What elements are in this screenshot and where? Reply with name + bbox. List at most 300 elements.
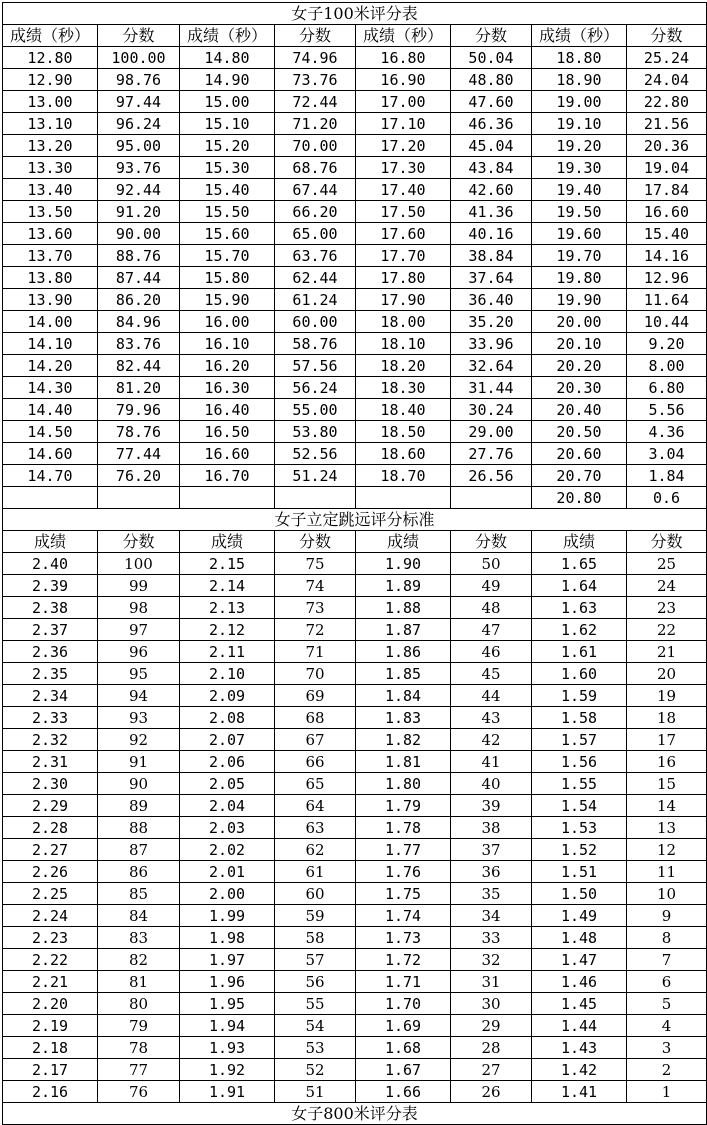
result-cell: 17.50 — [356, 201, 451, 223]
score-cell: 77.44 — [98, 443, 180, 465]
score-cell: 93.76 — [98, 157, 180, 179]
score-cell: 57.56 — [275, 355, 356, 377]
score-cell: 73 — [275, 597, 356, 619]
score-cell: 3.04 — [627, 443, 707, 465]
result-cell: 20.40 — [532, 399, 627, 421]
result-cell: 19.80 — [532, 267, 627, 289]
table-row — [3, 201, 707, 223]
result-cell: 1.91 — [180, 1081, 275, 1103]
result-cell: 17.60 — [356, 223, 451, 245]
result-cell: 18.30 — [356, 377, 451, 399]
column-header: 成绩 — [356, 531, 451, 553]
score-cell: 19.04 — [627, 157, 707, 179]
result-cell: 20.20 — [532, 355, 627, 377]
score-cell: 19 — [627, 685, 707, 707]
result-cell: 2.00 — [180, 883, 275, 905]
result-cell: 2.11 — [180, 641, 275, 663]
score-cell: 40 — [451, 773, 532, 795]
result-cell: 1.44 — [532, 1015, 627, 1037]
score-cell: 91 — [98, 751, 180, 773]
score-cell: 1 — [627, 1081, 707, 1103]
result-cell — [180, 487, 275, 509]
score-cell: 33 — [451, 927, 532, 949]
score-cell: 88 — [98, 817, 180, 839]
result-cell: 13.40 — [3, 179, 98, 201]
score-table — [2, 2, 707, 1125]
score-cell: 96 — [98, 641, 180, 663]
result-cell: 1.71 — [356, 971, 451, 993]
result-cell: 1.93 — [180, 1037, 275, 1059]
table-row — [3, 421, 707, 443]
result-cell: 18.00 — [356, 311, 451, 333]
result-cell: 13.80 — [3, 267, 98, 289]
result-cell: 1.53 — [532, 817, 627, 839]
score-cell: 30.24 — [451, 399, 532, 421]
score-cell: 25 — [627, 553, 707, 575]
score-cell: 98.76 — [98, 69, 180, 91]
result-cell — [3, 487, 98, 509]
table-row — [3, 267, 707, 289]
result-cell: 14.80 — [180, 47, 275, 69]
result-cell: 1.89 — [356, 575, 451, 597]
score-cell: 47 — [451, 619, 532, 641]
score-cell: 9 — [627, 905, 707, 927]
score-cell: 91.20 — [98, 201, 180, 223]
result-cell: 2.10 — [180, 663, 275, 685]
result-cell: 1.92 — [180, 1059, 275, 1081]
result-cell: 16.70 — [180, 465, 275, 487]
result-cell: 13.00 — [3, 91, 98, 113]
table-row — [3, 663, 707, 685]
score-cell: 65.00 — [275, 223, 356, 245]
table-row — [3, 1059, 707, 1081]
table-row — [3, 355, 707, 377]
result-cell: 2.19 — [3, 1015, 98, 1037]
result-cell: 1.42 — [532, 1059, 627, 1081]
table-row — [3, 905, 707, 927]
result-cell: 1.86 — [356, 641, 451, 663]
result-cell: 13.70 — [3, 245, 98, 267]
score-cell: 71.20 — [275, 113, 356, 135]
result-cell: 20.60 — [532, 443, 627, 465]
table-row — [3, 575, 707, 597]
score-cell: 69 — [275, 685, 356, 707]
table-row — [3, 91, 707, 113]
result-cell: 1.62 — [532, 619, 627, 641]
column-header: 分数 — [627, 531, 707, 553]
column-header: 成绩 — [532, 531, 627, 553]
column-header: 分数 — [98, 531, 180, 553]
score-cell: 60.00 — [275, 311, 356, 333]
score-cell: 48 — [451, 597, 532, 619]
score-cell: 73.76 — [275, 69, 356, 91]
score-cell: 44 — [451, 685, 532, 707]
result-cell: 19.00 — [532, 91, 627, 113]
score-cell: 75 — [275, 553, 356, 575]
result-cell: 1.98 — [180, 927, 275, 949]
score-cell: 66 — [275, 751, 356, 773]
result-cell: 17.80 — [356, 267, 451, 289]
score-cell: 72 — [275, 619, 356, 641]
result-cell: 2.20 — [3, 993, 98, 1015]
table-row — [3, 135, 707, 157]
result-cell: 2.37 — [3, 619, 98, 641]
table-row — [3, 465, 707, 487]
result-cell: 18.40 — [356, 399, 451, 421]
score-cell: 84 — [98, 905, 180, 927]
score-cell: 4 — [627, 1015, 707, 1037]
result-cell: 2.06 — [180, 751, 275, 773]
column-header: 分数 — [451, 531, 532, 553]
score-cell: 10.44 — [627, 311, 707, 333]
score-cell: 41 — [451, 751, 532, 773]
score-cell: 17.84 — [627, 179, 707, 201]
score-cell: 7 — [627, 949, 707, 971]
result-cell: 14.00 — [3, 311, 98, 333]
score-cell: 61.24 — [275, 289, 356, 311]
result-cell: 13.10 — [3, 113, 98, 135]
result-cell: 17.40 — [356, 179, 451, 201]
result-cell: 20.70 — [532, 465, 627, 487]
score-cell: 95.00 — [98, 135, 180, 157]
score-cell: 97.44 — [98, 91, 180, 113]
result-cell: 2.29 — [3, 795, 98, 817]
result-cell: 14.20 — [3, 355, 98, 377]
score-cell: 46 — [451, 641, 532, 663]
score-cell: 42 — [451, 729, 532, 751]
run800-title: 女子800米评分表 — [3, 1103, 707, 1125]
run800-title-row — [3, 1103, 707, 1125]
result-cell: 15.50 — [180, 201, 275, 223]
score-cell: 46.36 — [451, 113, 532, 135]
score-cell: 86.20 — [98, 289, 180, 311]
score-cell: 38.84 — [451, 245, 532, 267]
result-cell: 1.41 — [532, 1081, 627, 1103]
score-cell — [451, 487, 532, 509]
score-cell: 58.76 — [275, 333, 356, 355]
table-row — [3, 619, 707, 641]
score-cell: 92 — [98, 729, 180, 751]
result-cell: 1.47 — [532, 949, 627, 971]
sprint-title: 女子100米评分表 — [3, 3, 707, 25]
score-cell: 35.20 — [451, 311, 532, 333]
result-cell: 18.90 — [532, 69, 627, 91]
score-cell: 86 — [98, 861, 180, 883]
score-cell: 51.24 — [275, 465, 356, 487]
score-cell: 90.00 — [98, 223, 180, 245]
result-cell: 1.64 — [532, 575, 627, 597]
score-cell: 0.6 — [627, 487, 707, 509]
score-cell: 72.44 — [275, 91, 356, 113]
result-cell: 1.96 — [180, 971, 275, 993]
score-cell: 12 — [627, 839, 707, 861]
result-cell: 15.30 — [180, 157, 275, 179]
score-cell: 8 — [627, 927, 707, 949]
score-cell: 81 — [98, 971, 180, 993]
result-cell: 14.90 — [180, 69, 275, 91]
score-cell: 79.96 — [98, 399, 180, 421]
result-cell: 1.85 — [356, 663, 451, 685]
result-cell: 18.10 — [356, 333, 451, 355]
score-cell: 93 — [98, 707, 180, 729]
score-cell: 81.20 — [98, 377, 180, 399]
table-row — [3, 949, 707, 971]
score-cell: 47.60 — [451, 91, 532, 113]
score-cell: 13 — [627, 817, 707, 839]
result-cell: 1.73 — [356, 927, 451, 949]
score-cell: 31.44 — [451, 377, 532, 399]
result-cell: 1.55 — [532, 773, 627, 795]
score-cell: 97 — [98, 619, 180, 641]
result-cell: 2.05 — [180, 773, 275, 795]
result-cell: 1.81 — [356, 751, 451, 773]
score-cell: 89 — [98, 795, 180, 817]
result-cell: 1.68 — [356, 1037, 451, 1059]
score-cell: 34 — [451, 905, 532, 927]
table-row — [3, 597, 707, 619]
result-cell: 2.23 — [3, 927, 98, 949]
table-row — [3, 289, 707, 311]
result-cell: 2.03 — [180, 817, 275, 839]
result-cell: 18.80 — [532, 47, 627, 69]
score-cell: 67.44 — [275, 179, 356, 201]
table-row — [3, 861, 707, 883]
result-cell: 12.80 — [3, 47, 98, 69]
result-cell: 20.80 — [532, 487, 627, 509]
result-cell: 2.31 — [3, 751, 98, 773]
score-cell: 2 — [627, 1059, 707, 1081]
score-cell: 52.56 — [275, 443, 356, 465]
score-cell: 59 — [275, 905, 356, 927]
result-cell: 1.78 — [356, 817, 451, 839]
score-cell: 5.56 — [627, 399, 707, 421]
result-cell: 17.30 — [356, 157, 451, 179]
result-cell: 2.07 — [180, 729, 275, 751]
score-cell: 11.64 — [627, 289, 707, 311]
sprint-header-row — [3, 25, 707, 47]
result-cell: 1.79 — [356, 795, 451, 817]
result-cell: 2.21 — [3, 971, 98, 993]
score-cell: 56 — [275, 971, 356, 993]
result-cell: 13.30 — [3, 157, 98, 179]
result-cell: 1.57 — [532, 729, 627, 751]
score-cell: 29.00 — [451, 421, 532, 443]
result-cell: 14.70 — [3, 465, 98, 487]
jump-header-row — [3, 531, 707, 553]
result-cell: 16.20 — [180, 355, 275, 377]
score-cell: 52 — [275, 1059, 356, 1081]
score-cell: 100 — [98, 553, 180, 575]
result-cell: 16.60 — [180, 443, 275, 465]
result-cell: 20.00 — [532, 311, 627, 333]
result-cell: 2.13 — [180, 597, 275, 619]
result-cell: 17.00 — [356, 91, 451, 113]
result-cell: 14.10 — [3, 333, 98, 355]
score-cell: 24 — [627, 575, 707, 597]
score-cell: 20.36 — [627, 135, 707, 157]
score-cell: 78 — [98, 1037, 180, 1059]
score-cell: 74 — [275, 575, 356, 597]
table-row — [3, 641, 707, 663]
result-cell: 2.32 — [3, 729, 98, 751]
column-header: 成绩（秒） — [180, 25, 275, 47]
table-row — [3, 795, 707, 817]
result-cell: 15.10 — [180, 113, 275, 135]
result-cell: 1.52 — [532, 839, 627, 861]
score-cell: 16 — [627, 751, 707, 773]
score-cell: 64 — [275, 795, 356, 817]
jump-title-row — [3, 509, 707, 531]
score-cell: 78.76 — [98, 421, 180, 443]
result-cell: 2.25 — [3, 883, 98, 905]
result-cell: 20.10 — [532, 333, 627, 355]
score-cell: 41.36 — [451, 201, 532, 223]
table-row — [3, 179, 707, 201]
result-cell: 1.77 — [356, 839, 451, 861]
score-cell: 23 — [627, 597, 707, 619]
score-cell: 26 — [451, 1081, 532, 1103]
result-cell: 17.10 — [356, 113, 451, 135]
table-row — [3, 971, 707, 993]
score-cell: 87.44 — [98, 267, 180, 289]
result-cell: 2.36 — [3, 641, 98, 663]
table-row — [3, 223, 707, 245]
score-cell: 9.20 — [627, 333, 707, 355]
result-cell: 1.82 — [356, 729, 451, 751]
result-cell: 2.09 — [180, 685, 275, 707]
result-cell: 19.40 — [532, 179, 627, 201]
result-cell: 19.50 — [532, 201, 627, 223]
column-header: 成绩 — [180, 531, 275, 553]
score-cell: 95 — [98, 663, 180, 685]
result-cell: 2.30 — [3, 773, 98, 795]
table-row — [3, 399, 707, 421]
result-cell: 19.10 — [532, 113, 627, 135]
result-cell: 19.70 — [532, 245, 627, 267]
score-cell: 37.64 — [451, 267, 532, 289]
score-cell: 48.80 — [451, 69, 532, 91]
score-cell: 15 — [627, 773, 707, 795]
result-cell: 1.67 — [356, 1059, 451, 1081]
score-cell: 83.76 — [98, 333, 180, 355]
result-cell: 18.20 — [356, 355, 451, 377]
table-row — [3, 377, 707, 399]
score-cell: 87 — [98, 839, 180, 861]
result-cell: 1.95 — [180, 993, 275, 1015]
score-cell: 28 — [451, 1037, 532, 1059]
score-cell: 43 — [451, 707, 532, 729]
result-cell: 2.39 — [3, 575, 98, 597]
score-cell: 1.84 — [627, 465, 707, 487]
result-cell: 2.38 — [3, 597, 98, 619]
score-cell: 68 — [275, 707, 356, 729]
result-cell: 12.90 — [3, 69, 98, 91]
score-cell: 30 — [451, 993, 532, 1015]
score-cell: 50.04 — [451, 47, 532, 69]
score-cell: 83 — [98, 927, 180, 949]
score-cell: 21 — [627, 641, 707, 663]
result-cell: 1.74 — [356, 905, 451, 927]
table-row — [3, 1081, 707, 1103]
result-cell: 2.24 — [3, 905, 98, 927]
score-cell: 15.40 — [627, 223, 707, 245]
result-cell: 14.60 — [3, 443, 98, 465]
result-cell: 1.70 — [356, 993, 451, 1015]
score-cell: 40.16 — [451, 223, 532, 245]
result-cell: 1.75 — [356, 883, 451, 905]
result-cell: 1.83 — [356, 707, 451, 729]
score-cell: 6.80 — [627, 377, 707, 399]
column-header: 分数 — [275, 531, 356, 553]
table-row — [3, 839, 707, 861]
table-row — [3, 685, 707, 707]
result-cell: 17.20 — [356, 135, 451, 157]
score-cell: 57 — [275, 949, 356, 971]
score-cell: 10 — [627, 883, 707, 905]
score-cell: 26.56 — [451, 465, 532, 487]
jump-title: 女子立定跳远评分标准 — [3, 509, 707, 531]
result-cell: 14.30 — [3, 377, 98, 399]
result-cell: 19.30 — [532, 157, 627, 179]
score-cell: 85 — [98, 883, 180, 905]
result-cell: 1.46 — [532, 971, 627, 993]
score-cell: 49 — [451, 575, 532, 597]
score-cell: 14 — [627, 795, 707, 817]
result-cell: 18.60 — [356, 443, 451, 465]
score-cell: 98 — [98, 597, 180, 619]
score-cell: 82 — [98, 949, 180, 971]
score-cell: 96.24 — [98, 113, 180, 135]
result-cell: 15.60 — [180, 223, 275, 245]
score-cell: 67 — [275, 729, 356, 751]
score-cell: 99 — [98, 575, 180, 597]
column-header: 成绩（秒） — [356, 25, 451, 47]
result-cell: 15.70 — [180, 245, 275, 267]
score-cell: 37 — [451, 839, 532, 861]
score-cell: 31 — [451, 971, 532, 993]
score-cell: 11 — [627, 861, 707, 883]
score-cell — [275, 487, 356, 509]
column-header: 成绩 — [3, 531, 98, 553]
result-cell: 18.50 — [356, 421, 451, 443]
score-cell: 61 — [275, 861, 356, 883]
result-cell — [356, 487, 451, 509]
score-cell: 80 — [98, 993, 180, 1015]
column-header: 成绩（秒） — [532, 25, 627, 47]
result-cell: 1.84 — [356, 685, 451, 707]
result-cell: 2.33 — [3, 707, 98, 729]
score-cell: 33.96 — [451, 333, 532, 355]
table-row — [3, 113, 707, 135]
table-row — [3, 311, 707, 333]
score-cell: 65 — [275, 773, 356, 795]
score-cell: 100.00 — [98, 47, 180, 69]
result-cell: 2.22 — [3, 949, 98, 971]
result-cell: 19.20 — [532, 135, 627, 157]
score-cell: 45.04 — [451, 135, 532, 157]
result-cell: 2.01 — [180, 861, 275, 883]
score-cell: 71 — [275, 641, 356, 663]
score-cell: 60 — [275, 883, 356, 905]
table-row — [3, 751, 707, 773]
score-cell: 50 — [451, 553, 532, 575]
result-cell: 15.90 — [180, 289, 275, 311]
result-cell: 2.15 — [180, 553, 275, 575]
score-cell: 62.44 — [275, 267, 356, 289]
score-cell: 8.00 — [627, 355, 707, 377]
score-cell: 22.80 — [627, 91, 707, 113]
score-cell: 27.76 — [451, 443, 532, 465]
